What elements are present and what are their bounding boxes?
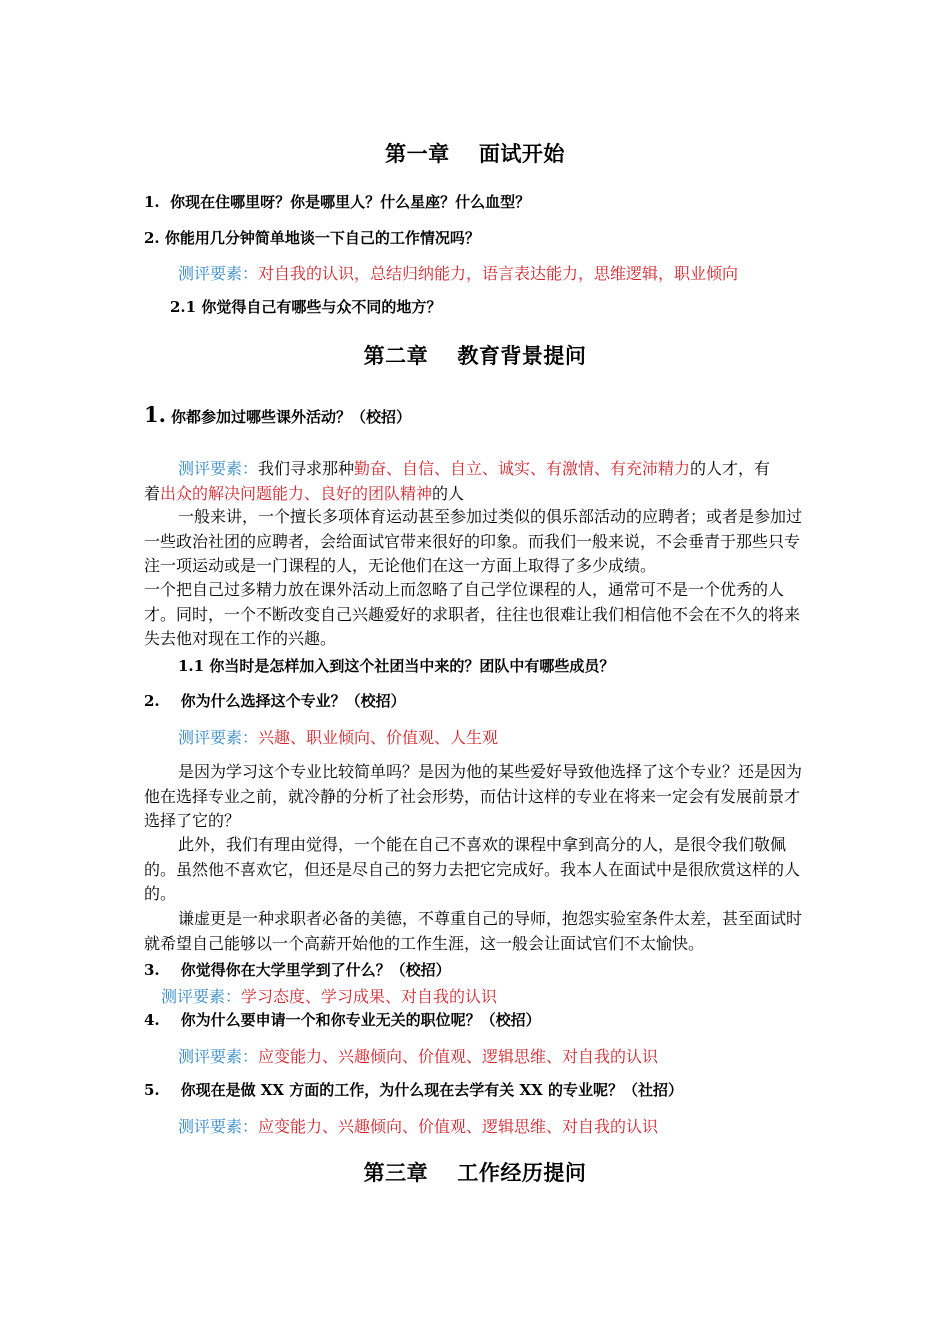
- evaluation-factors: [178, 1044, 658, 1067]
- question-number: 3.: [144, 961, 160, 979]
- evaluation-value: 学习态度、学习成果、对自我的认识: [241, 987, 498, 1006]
- evaluation-text: 着: [144, 484, 161, 503]
- question-text: 你为什么选择这个专业？（校招）: [180, 692, 406, 710]
- question-e5: [144, 1079, 683, 1100]
- evaluation-factors: [178, 1114, 658, 1137]
- evaluation-value: 应变能力、兴趣倾向、价值观、逻辑思维、对自我的认识: [258, 1117, 659, 1136]
- paragraph: 是因为学习这个专业比较简单吗？是因为他的某些爱好导致他选择了这个专业？还是因为他在选择专业之前，就冷静的分析了社会形势，而估计这样的专业在将来一定会有发展前景才选择了它的？: [144, 762, 803, 830]
- question-number: 2.: [144, 229, 160, 247]
- question-number: 4.: [144, 1011, 160, 1029]
- evaluation-value: 应变能力、兴趣倾向、价值观、逻辑思维、对自我的认识: [258, 1047, 659, 1066]
- evaluation-label: 测评要素：: [161, 987, 242, 1006]
- evaluation-text: 我们寻求那种: [258, 459, 355, 478]
- paragraph: 一般来讲，一个擅长多项体育运动甚至参加过类似的俱乐部活动的应聘者；或者是参加过一些政治社团的应聘者，会给面试官带来很好的印象。而我们一般来说，不会垂青于那些只专注一项运动或是一门课程的人，无论他们在这一方面上取得了多少成绩。: [144, 507, 803, 575]
- evaluation-factors-line-2: [144, 481, 464, 504]
- sub-question-2-1: 2.1 你觉得自己有哪些与众不同的地方？: [170, 298, 442, 316]
- question-text: 你现在是做 XX 方面的工作，为什么现在去学有关 XX 的专业呢？（社招）: [180, 1081, 684, 1099]
- evaluation-factors-line-1: [178, 456, 770, 479]
- paragraph: 一个把自己过多精力放在课外活动上而忽略了自己学位课程的人，通常可不是一个优秀的人才。同时，一个不断改变自己兴趣爱好的求职者，往往也很难让我们相信他不会在不久的将来失去他对现在工作的兴趣。: [144, 580, 801, 648]
- question-1: [144, 191, 530, 212]
- paragraph: 谦虚更是一种求职者必备的美德，不尊重自己的导师，抱怨实验室条件太差，甚至面试时就希望自己能够以一个高薪开始他的工作生涯，这一般会让面试官们不太愉快。: [144, 909, 803, 953]
- paragraph: 此外，我们有理由觉得，一个能在自己不喜欢的课程中拿到高分的人，是很令我们敬佩的。虽然他不喜欢它，但还是尽自己的努力去把它完成好。我本人在面试中是很欣赏这样的人的。: [144, 835, 801, 903]
- question-text: 你为什么要申请一个和你专业无关的职位呢？（校招）: [180, 1011, 541, 1029]
- evaluation-label: 测评要素：: [178, 1117, 259, 1136]
- evaluation-text: 的人: [432, 484, 465, 503]
- question-2: [144, 227, 480, 248]
- question-e3: [144, 959, 451, 980]
- question-number: 1.: [144, 193, 160, 211]
- evaluation-value: 兴趣、职业倾向、价值观、人生观: [258, 728, 499, 747]
- evaluation-highlight: 出众的解决问题能力、良好的团队精神: [160, 484, 433, 503]
- chapter-2-title: 第二章 教育背景提问: [363, 343, 587, 368]
- evaluation-text: 的人才，有: [690, 459, 771, 478]
- question-text: 你都参加过哪些课外活动？（校招）: [171, 408, 412, 426]
- evaluation-label: 测评要素：: [178, 264, 259, 283]
- question-e4: [144, 1009, 541, 1030]
- chapter-1-title: 第一章 面试开始: [385, 141, 565, 166]
- question-text: 你现在住哪里呀？你是哪里人？什么星座？什么血型？: [170, 193, 531, 211]
- question-number: 5.: [144, 1081, 160, 1099]
- chapter-3-title: 第三章 工作经历提问: [363, 1160, 587, 1185]
- question-number: 2.: [144, 692, 160, 710]
- question-text: 你能用几分钟简单地谈一下自己的工作情况吗？: [164, 229, 480, 247]
- evaluation-label: 测评要素：: [178, 728, 259, 747]
- sub-question-1-1: 1.1 你当时是怎样加入到这个社团当中来的？团队中有哪些成员？: [178, 657, 615, 675]
- evaluation-factors: [178, 725, 498, 748]
- question-e2: [144, 690, 406, 711]
- question-text: 你觉得你在大学里学到了什么？（校招）: [180, 961, 451, 979]
- evaluation-value: 对自我的认识，总结归纳能力，语言表达能力，思维逻辑，职业倾向: [258, 264, 739, 283]
- evaluation-factors: [178, 261, 738, 284]
- question-e1: [144, 402, 411, 427]
- evaluation-label: 测评要素：: [178, 1047, 259, 1066]
- question-number: 1.: [144, 402, 166, 427]
- evaluation-factors: [161, 984, 497, 1007]
- evaluation-label: 测评要素：: [178, 459, 259, 478]
- evaluation-highlight: 勤奋、自信、自立、诚实、有激情、有充沛精力: [354, 459, 691, 478]
